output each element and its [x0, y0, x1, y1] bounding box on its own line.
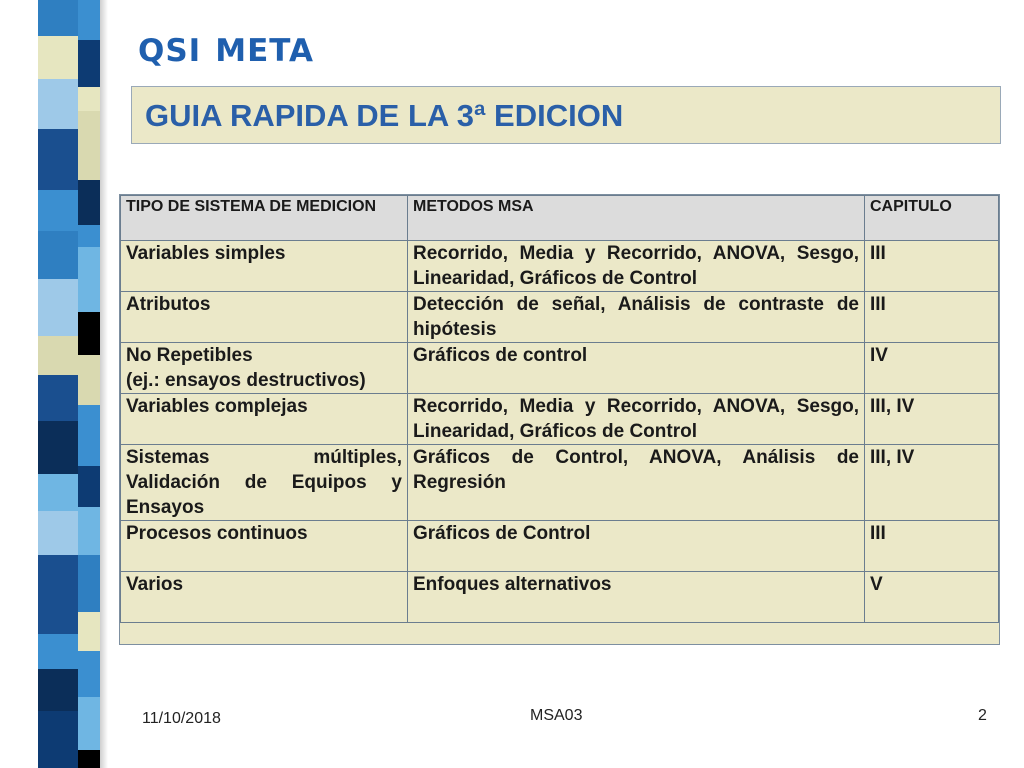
- strip-block: [78, 312, 100, 355]
- cell-metodos: Detección de señal, Análisis de contraste de hipótesis: [408, 292, 865, 343]
- strip-block: [78, 651, 100, 697]
- strip-block: [38, 279, 78, 304]
- logo-part1: QSI: [138, 33, 202, 69]
- cell-metodos: Recorrido, Media y Recorrido, ANOVA, Sesgo, Linearidad, Gráficos de Control: [408, 394, 865, 445]
- strip-block: [78, 247, 100, 276]
- cell-metodos: Enfoques alternativos: [408, 572, 865, 623]
- strip-block: [38, 156, 78, 190]
- cell-tipo: Procesos continuos: [121, 521, 408, 572]
- strip-block: [78, 720, 100, 750]
- strip-block: [38, 760, 78, 768]
- table-row: [121, 394, 999, 445]
- strip-block: [38, 555, 78, 606]
- strip-block: [38, 336, 78, 375]
- strip-block: [38, 474, 78, 511]
- cell-metodos: Gráficos de Control, ANOVA, Análisis de Regresión: [408, 445, 865, 521]
- cell-metodos: Recorrido, Media y Recorrido, ANOVA, Sesgo, Linearidad, Gráficos de Control: [408, 241, 865, 292]
- cell-metodos: Gráficos de control: [408, 343, 865, 394]
- cell-tipo: Variables simples: [121, 241, 408, 292]
- strip-block: [78, 750, 100, 768]
- table-row: [121, 292, 999, 343]
- cell-capitulo: III: [865, 292, 999, 343]
- strip-block: [78, 580, 100, 612]
- strip-block: [38, 634, 78, 669]
- strip-block: [38, 444, 78, 474]
- title-box: [131, 86, 1001, 144]
- strip-block: [78, 0, 100, 40]
- logo-part2: META: [215, 33, 314, 69]
- strip-block: [78, 355, 100, 405]
- strip-block: [38, 711, 78, 760]
- strip-block: [78, 142, 100, 180]
- table-header-row: [121, 196, 999, 241]
- footer-date: 11/10/2018: [142, 710, 221, 727]
- logo: [138, 34, 314, 68]
- table-row: [121, 343, 999, 394]
- strip-block: [78, 555, 100, 580]
- strip-block: [78, 697, 100, 720]
- strip-block: [38, 669, 78, 711]
- cell-tipo: Sistemas múltiples, Validación de Equipos y Ensayos: [121, 445, 408, 521]
- table-row: [121, 241, 999, 292]
- strip-block: [38, 375, 78, 421]
- table-container: [119, 194, 1000, 645]
- cell-tipo: Varios: [121, 572, 408, 623]
- cell-metodos: Gráficos de Control: [408, 521, 865, 572]
- cell-tipo: Variables complejas: [121, 394, 408, 445]
- table-row: [121, 445, 999, 521]
- cell-capitulo: III: [865, 241, 999, 292]
- strip-block: [78, 405, 100, 432]
- cell-capitulo: V: [865, 572, 999, 623]
- cell-capitulo: IV: [865, 343, 999, 394]
- cell-tipo: Atributos: [121, 292, 408, 343]
- strip-block: [78, 180, 100, 225]
- cell-tipo: No Repetibles (ej.: ensayos destructivos): [121, 343, 408, 394]
- strip-block: [78, 40, 100, 87]
- msa-table: [120, 195, 999, 623]
- strip-block: [78, 507, 100, 555]
- strip-block: [78, 111, 100, 142]
- strip-block: [38, 231, 78, 279]
- decorative-strip: [38, 0, 100, 768]
- strip-block: [78, 612, 100, 651]
- header-metodos: METODOS MSA: [408, 196, 865, 241]
- table-row: [121, 572, 999, 623]
- strip-block: [78, 276, 100, 312]
- cell-capitulo: III: [865, 521, 999, 572]
- strip-block: [78, 432, 100, 466]
- strip-block: [38, 421, 78, 444]
- strip-block: [38, 304, 78, 336]
- strip-block: [78, 87, 100, 111]
- header-capitulo: CAPITULO: [865, 196, 999, 241]
- strip-block: [78, 466, 100, 507]
- page-title: GUIA RAPIDA DE LA 3ª EDICION: [145, 98, 624, 133]
- strip-block: [38, 129, 78, 156]
- strip-block: [38, 511, 78, 555]
- table-row: [121, 521, 999, 572]
- strip-block: [38, 0, 78, 36]
- header-tipo: TIPO DE SISTEMA DE MEDICION: [121, 196, 408, 241]
- strip-shadow: [100, 0, 108, 768]
- page-number: 2: [978, 707, 987, 724]
- strip-block: [38, 190, 78, 231]
- strip-block: [38, 606, 78, 634]
- cell-capitulo: III, IV: [865, 445, 999, 521]
- strip-block: [38, 79, 78, 129]
- strip-block: [38, 36, 78, 79]
- footer-center: MSA03: [530, 707, 583, 724]
- strip-block: [78, 225, 100, 247]
- cell-capitulo: III, IV: [865, 394, 999, 445]
